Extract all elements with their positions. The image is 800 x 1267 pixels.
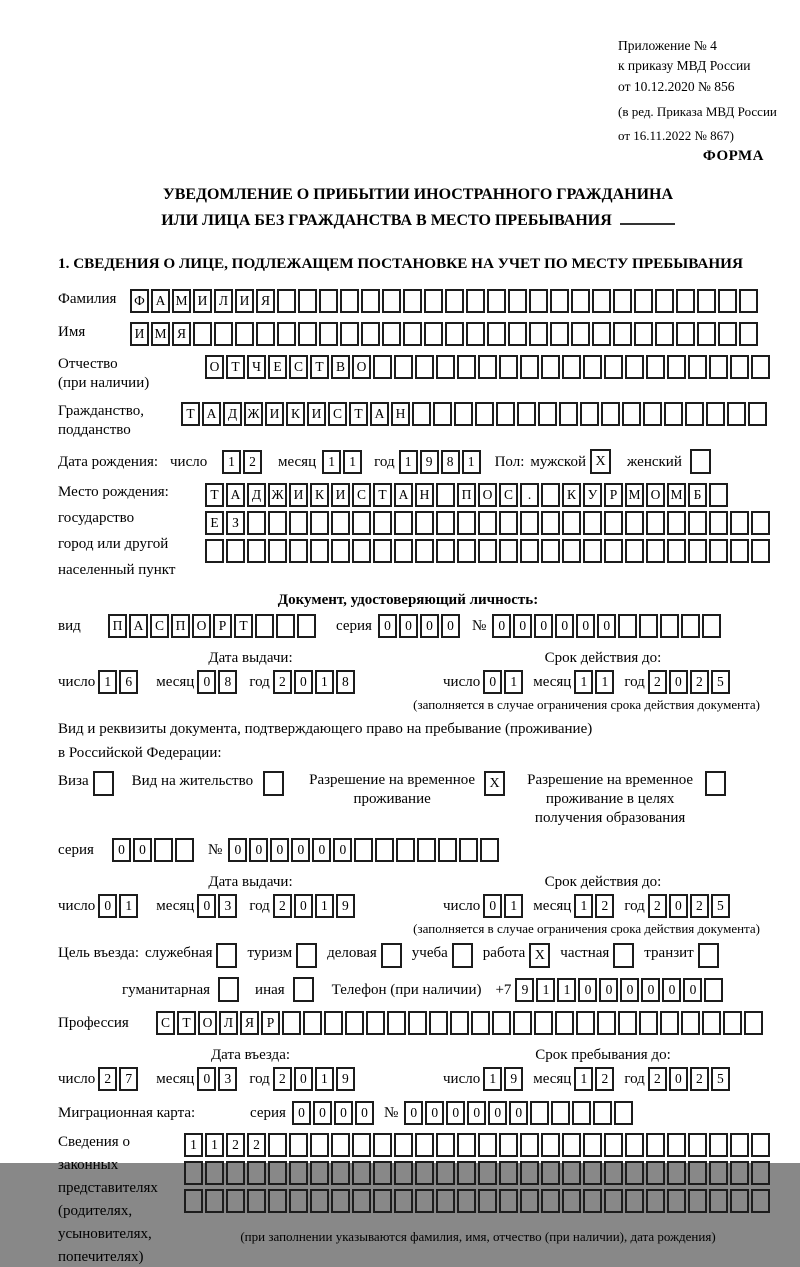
doc-valid-day-cells[interactable]: 0 1 [483,670,525,694]
appendix-line: к приказу МВД России [618,58,751,74]
surname-cells[interactable]: Ф А М И Л И Я [130,289,760,313]
purpose-work-label: работа [482,945,526,962]
purpose-other-checkbox[interactable] [293,977,314,1002]
purpose-private-checkbox[interactable] [613,943,634,968]
entry-year-cells[interactable]: 2 0 1 9 [273,1067,357,1091]
birth-year-cells[interactable]: 1 9 8 1 [399,450,483,474]
birthplace-row2-cells[interactable]: Е З [205,511,772,535]
temp-residence-edu-label: Разрешение на временное проживание в целях получения образования [527,772,694,827]
doc-issue-heading: Дата выдачи: [208,650,293,667]
doc-issue-day-cells[interactable]: 1 6 [98,670,140,694]
doc-type-cells[interactable]: П А С П О Р Т [108,614,318,638]
stay-year-cells[interactable]: 2 0 2 5 [648,1067,732,1091]
purpose-tourism-label: туризм [247,945,293,962]
patronymic-label: Отчество (при наличии) [58,356,150,392]
birthplace-row1-cells[interactable]: Т А Д Ж И К И С Т А Н П О С . К У Р М О М Б [205,483,772,507]
appendix-line: от 16.11.2022 № 867) [618,128,735,144]
month-label: месяц [278,453,317,470]
purpose-transit-label: транзит [644,945,694,962]
appendix-header [618,36,798,146]
permit-issue-day-cells[interactable]: 0 1 [98,894,140,918]
permit-issue-heading: Дата выдачи: [208,874,293,891]
doc-valid-date: число 0 1 месяц 1 1 год 2 0 2 5 [443,670,732,694]
stay-until-heading: Срок пребывания до: [535,1047,671,1064]
permit-doc-line1: Вид и реквизиты документа, подтверждающего право на пребывание (проживание) [58,721,593,738]
appendix-line: от 10.12.2020 № 856 [618,78,735,94]
doc-series-cells[interactable]: 0 0 0 0 [378,614,462,638]
purpose-official-label: служебная [144,945,213,962]
citizenship-cells[interactable]: Т А Д Ж И К И С Т А Н [181,402,769,426]
migration-series-label: серия [250,1105,286,1122]
representatives-row1-cells[interactable]: 1 1 2 2 [184,1133,772,1157]
doc-validity-note: (заполняется в случае ограничения срока действия документа) [413,697,760,713]
doc-number-cells[interactable]: 0 0 0 0 0 0 [492,614,723,638]
form-title-line1: УВЕДОМЛЕНИЕ О ПРИБЫТИИ ИНОСТРАННОГО ГРАЖДАНИНА [162,186,674,203]
purpose-study-checkbox[interactable] [452,943,473,968]
patronymic-cells[interactable]: О Т Ч Е С Т В О [205,355,772,379]
permit-valid-year-cells[interactable]: 2 0 2 5 [648,894,732,918]
form-title-line2: ИЛИ ЛИЦА БЕЗ ГРАЖДАНСТВА В МЕСТО ПРЕБЫВАНИЯ [58,208,778,234]
sex-label: Пол: [494,453,525,470]
representatives-row3-cells[interactable] [184,1189,772,1213]
permit-validity-note: (заполняется в случае ограничения срока действия документа) [413,921,760,937]
purpose-work-checkbox[interactable]: X [529,943,550,968]
citizenship-label: Гражданство, подданство [58,403,145,439]
visa-label: Виза [58,773,89,790]
entry-month-cells[interactable]: 0 3 [197,1067,239,1091]
purpose-other-label: иная [255,981,285,998]
appendix-line: (в ред. Приказа МВД России [618,103,777,119]
purpose-business-checkbox[interactable] [381,943,402,968]
entry-date: число 2 7 месяц 0 3 год 2 0 1 9 [58,1067,443,1091]
migration-series-cells[interactable]: 0 0 0 0 [292,1101,376,1125]
female-label: женский [627,453,682,470]
permit-number-cells[interactable]: 0 0 0 0 0 0 [228,838,501,862]
doc-issue-date: число 1 6 месяц 0 8 год 2 0 1 8 [58,670,443,694]
permit-issue-date: число 0 1 месяц 0 3 год 2 0 1 9 [58,894,443,918]
permit-issue-year-cells[interactable]: 2 0 1 9 [273,894,357,918]
section1-heading: 1. СВЕДЕНИЯ О ЛИЦЕ, ПОДЛЕЖАЩЕМ ПОСТАНОВКЕ НА УЧЕТ ПО МЕСТУ ПРЕБЫВАНИЯ [58,255,743,273]
temp-residence-edu-checkbox[interactable] [705,771,726,796]
stay-until-date: число 1 9 месяц 1 2 год 2 0 2 5 [443,1067,732,1091]
entry-day-cells[interactable]: 2 7 [98,1067,140,1091]
birthdate-label: Дата рождения: [58,453,159,470]
stay-day-cells[interactable]: 1 9 [483,1067,525,1091]
permit-valid-month-cells[interactable]: 1 2 [574,894,616,918]
permit-number-label: № [208,842,223,859]
profession-cells[interactable]: С Т О Л Я Р [156,1011,765,1035]
profession-label: Профессия [58,1015,129,1032]
given-name-label: Имя [58,324,86,341]
doc-valid-heading: Срок действия до: [544,650,662,667]
permit-doc-line2: в Российской Федерации: [58,745,222,762]
purpose-study-label: учеба [411,945,448,962]
visa-checkbox[interactable] [93,771,114,796]
doc-valid-month-cells[interactable]: 1 1 [574,670,616,694]
title-blank-line [620,209,675,225]
identity-doc-heading: Документ, удостоверяющий личность: [277,592,539,609]
permit-series-label: серия [58,842,94,859]
migration-number-cells[interactable]: 0 0 0 0 0 0 [404,1101,635,1125]
doc-issue-year-cells[interactable]: 2 0 1 8 [273,670,357,694]
permit-valid-day-cells[interactable]: 0 1 [483,894,525,918]
birthplace-row3-cells[interactable] [205,539,772,563]
given-name-cells[interactable]: И М Я [130,322,760,346]
purpose-tourism-checkbox[interactable] [296,943,317,968]
stay-month-cells[interactable]: 1 2 [574,1067,616,1091]
temp-residence-checkbox[interactable]: X [484,771,505,796]
purpose-transit-checkbox[interactable] [698,943,719,968]
male-label: мужской [530,453,586,470]
purpose-official-checkbox[interactable] [216,943,237,968]
day-label: число [170,453,208,470]
birth-day-cells[interactable]: 1 2 [222,450,264,474]
phone-prefix: +7 [495,981,512,998]
appendix-line: Приложение № 4 [618,38,717,53]
surname-label: Фамилия [58,291,117,308]
permit-valid-heading: Срок действия до: [544,874,662,891]
temp-residence-label: Разрешение на временное проживание [309,772,476,808]
purpose-private-label: частная [560,945,610,962]
permit-valid-date: число 0 1 месяц 1 2 год 2 0 2 5 [443,894,732,918]
year-label: год [374,453,395,470]
form-title [58,182,778,233]
birthplace-label: Место рождения: государство город или другой населенный пункт [58,484,176,579]
phone-cells[interactable]: 9 1 1 0 0 0 0 0 0 [515,978,725,1002]
male-checkbox[interactable]: X [590,449,611,474]
residence-permit-label: Вид на жительство [131,773,254,790]
representatives-row2-cells[interactable] [184,1161,772,1185]
doc-number-label: № [471,618,487,635]
migration-number-label: № [383,1105,399,1122]
representatives-label: Сведения о законных представителях (родителях, усыновителях, попечителях) [58,1134,158,1266]
phone-label: Телефон (при наличии) [331,981,482,998]
doc-valid-year-cells[interactable]: 2 0 2 5 [648,670,732,694]
forma-label: ФОРМА [702,148,764,164]
representatives-note: (при заполнении указываются фамилия, имя, отчество (при наличии), дата рождения) [240,1229,716,1245]
entry-purpose-label: Цель въезда: [58,945,139,962]
permit-series-cells[interactable]: 0 0 [112,838,196,862]
birth-month-cells[interactable]: 1 1 [322,450,364,474]
permit-issue-month-cells[interactable]: 0 3 [197,894,239,918]
residence-permit-checkbox[interactable] [263,771,284,796]
entry-date-heading: Дата въезда: [210,1047,291,1064]
doc-series-label: серия [336,618,372,635]
female-checkbox[interactable] [690,449,711,474]
migration-card-label: Миграционная карта: [58,1105,196,1122]
purpose-humanitarian-label: гуманитарная [122,981,211,998]
purpose-business-label: деловая [327,945,377,962]
doc-type-label: вид [58,618,81,635]
purpose-humanitarian-checkbox[interactable] [218,977,239,1002]
doc-issue-month-cells[interactable]: 0 8 [197,670,239,694]
